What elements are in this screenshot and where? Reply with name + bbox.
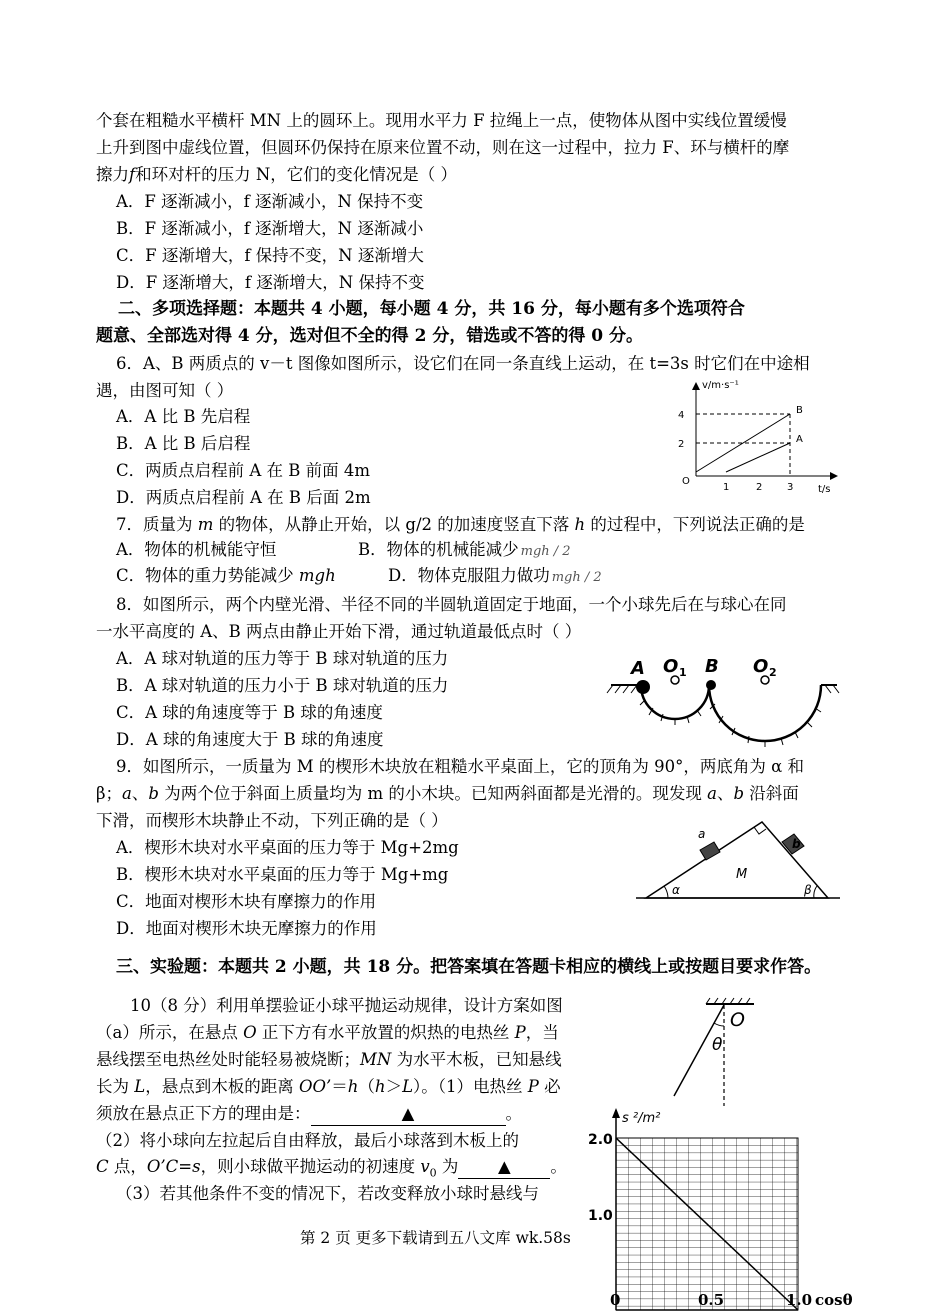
q10-line2: （a）所示，在悬点 O 正下方有水平放置的炽热的电热丝 P，当 (96, 1023, 559, 1042)
section2-heading-line1: 二、多项选择题：本题共 4 小题，每小题 4 分，共 16 分，每小题有多个选项符合 (118, 299, 745, 319)
q6-option-c: C．两质点启程前 A 在 B 前面 4m (116, 461, 371, 480)
q7-option-b: B．物体的机械能减少 mgh / 2 (358, 540, 571, 559)
q5-option-d: D．F 逐渐增大，f 逐渐增大，N 保持不变 (116, 273, 425, 292)
q9-option-a: A．楔形木块对水平桌面的压力等于 Mg+2mg (116, 838, 459, 857)
vt-y4: 4 (678, 410, 685, 421)
vt-x3: 3 (787, 482, 794, 493)
q9-option-b: B．楔形木块对水平桌面的压力等于 Mg+mg (116, 865, 449, 884)
q9-line2: β；a、b 为两个位于斜面上质量均为 m 的小木块。已知两斜面都是光滑的。现发现 a、b 沿斜面 (96, 784, 799, 803)
fig8-label-o1-sub: 1 (679, 666, 687, 679)
q9-option-d: D．地面对楔形木块无摩擦力的作用 (116, 919, 377, 938)
wedge-figure (632, 812, 847, 904)
vt-ylabel: v/m·s⁻¹ (702, 380, 739, 391)
q10-line4: 长为 L，悬点到木板的距离 OO’＝h（h＞L）。（1）电热丝 P 必 (96, 1077, 561, 1096)
q7-option-a: A．物体的机械能守恒 (116, 540, 277, 559)
graph-x-0-5: 0.5 (698, 1291, 725, 1309)
pendulum-figure (662, 996, 777, 1108)
fig8-label-a: A (631, 658, 645, 679)
q8-option-c: C．A 球的角速度等于 B 球的角速度 (116, 703, 383, 722)
q9-line3: 下滑，而楔形木块静止不动，下列正确的是（ ） (96, 811, 448, 830)
answer-blank-1[interactable]: ▲ (311, 1103, 506, 1126)
pendulum-label-theta: θ (712, 1035, 723, 1055)
q8-option-d: D．A 球的角速度大于 B 球的角速度 (116, 730, 384, 749)
vt-x1: 1 (723, 482, 730, 493)
fig8-label-b: B (705, 656, 719, 677)
q6-option-a: A．A 比 B 先启程 (116, 407, 251, 426)
q5-option-c: C．F 逐渐增大，f 保持不变，N 逐渐增大 (116, 246, 424, 265)
answer-blank-2[interactable]: ▲ (458, 1156, 550, 1179)
q7-line1: 7．质量为 m 的物体，从静止开始，以 g/2 的加速度竖直下落 h 的过程中，下列说法正确的是 (116, 515, 805, 534)
q5-line2: 上升到图中虚线位置，但圆环仍保持在原来位置不动，则在这一过程中，拉力 F、环与横杆的摩 (96, 138, 790, 157)
q10-line6: （2）将小球向左拉起后自由释放，最后小球落到木板上的 (96, 1131, 519, 1150)
section2-heading-line2: 题意、全部选对得 4 分，选对但不全的得 2 分，错选或不答的得 0 分。 (96, 326, 643, 346)
q6-line1: 6．A、B 两质点的 v－t 图像如图所示，设它们在同一条直线上运动，在 t=3s 时它们在中途相 (116, 354, 810, 373)
graph-y-1-0: 1.0 (588, 1208, 613, 1224)
vt-origin: O (682, 476, 690, 487)
q10-line8: （3）若其他条件不变的情况下，若改变释放小球时悬线与 (116, 1184, 539, 1203)
q10-line5: 须放在悬点正下方的理由是： ▲ 。 (96, 1103, 522, 1126)
vt-label-b: B (796, 405, 803, 416)
wedge-label-a: a (698, 827, 706, 841)
vt-graph (670, 376, 845, 496)
q9-line1: 9．如图所示，一质量为 M 的楔形木块放在粗糙水平桌面上，它的顶角为 90°，两底角为 α 和 (116, 757, 805, 776)
semicircle-tracks-figure (605, 652, 850, 757)
wedge-label-m: M (736, 867, 748, 882)
graph-ylabel: s ²/m² (622, 1111, 661, 1126)
q7-option-c: C．物体的重力势能减少 mgh (116, 566, 336, 585)
pendulum-label-o: O (730, 1009, 745, 1031)
graph-x-1-0: 1.0 (786, 1291, 813, 1309)
wedge-label-b: b (792, 837, 801, 851)
q9-option-c: C．地面对楔形木块有摩擦力的作用 (116, 892, 377, 911)
q8-option-a: A．A 球对轨道的压力等于 B 球对轨道的压力 (116, 649, 449, 668)
fig8-label-o2-sub: 2 (769, 666, 777, 679)
fig8-label-o1: O (663, 656, 679, 677)
vt-y2: 2 (678, 439, 685, 450)
graph-x-0: 0 (610, 1291, 621, 1309)
vt-xlabel: t/s (818, 484, 831, 495)
vt-label-a: A (796, 434, 803, 445)
q5-line1: 个套在粗糙水平横杆 MN 上的圆环上。现用水平力 F 拉绳上一点，使物体从图中实线位置缓慢 (96, 111, 787, 130)
q6-option-d: D．两质点启程前 A 在 B 后面 2m (116, 488, 371, 507)
q8-line1: 8．如图所示，两个内壁光滑、半径不同的半圆轨道固定于地面，一个小球先后在与球心在同 (116, 595, 787, 614)
vt-x2: 2 (756, 482, 763, 493)
page-footer: 第 2 页 更多下载请到五八文库 wk.58s (300, 1229, 571, 1247)
graph-y-2-0: 2.0 (588, 1132, 613, 1148)
q5-option-b: B．F 逐渐减小，f 逐渐增大，N 逐渐减小 (116, 219, 424, 238)
wedge-label-beta: β (804, 883, 812, 897)
q8-line2: 一水平高度的 A、B 两点由静止开始下滑，通过轨道最低点时（ ） (96, 622, 582, 641)
q7-option-d: D．物体克服阻力做功 mgh / 2 (388, 566, 602, 585)
q8-option-b: B．A 球对轨道的压力小于 B 球对轨道的压力 (116, 676, 449, 695)
fig8-label-o2: O (753, 656, 769, 677)
q5-option-a: A．F 逐渐减小，f 逐渐减小，N 保持不变 (116, 192, 424, 211)
q10-line3: 悬线摆至电热丝处时能轻易被烧断；MN 为水平木板，已知悬线 (96, 1050, 562, 1069)
s2-cos-graph (582, 1108, 850, 1316)
q6-line2: 遇，由图可知（ ） (96, 381, 234, 400)
q5-line3: 擦力f和环对杆的压力 N，它们的变化情况是（ ） (96, 165, 458, 184)
section3-heading: 三、实验题：本题共 2 小题，共 18 分。把答案填在答题卡相应的横线上或按题目要求作答。 (116, 957, 822, 977)
wedge-label-alpha: α (672, 883, 680, 897)
graph-xlabel: cosθ (815, 1291, 853, 1309)
q6-option-b: B．A 比 B 后启程 (116, 434, 251, 453)
q10-line1: 10（8 分）利用单摆验证小球平抛运动规律，设计方案如图 (130, 996, 563, 1015)
q10-line7: C 点，O’C=s，则小球做平抛运动的初速度 $v_0$ 为 ▲ 。 (96, 1157, 567, 1180)
